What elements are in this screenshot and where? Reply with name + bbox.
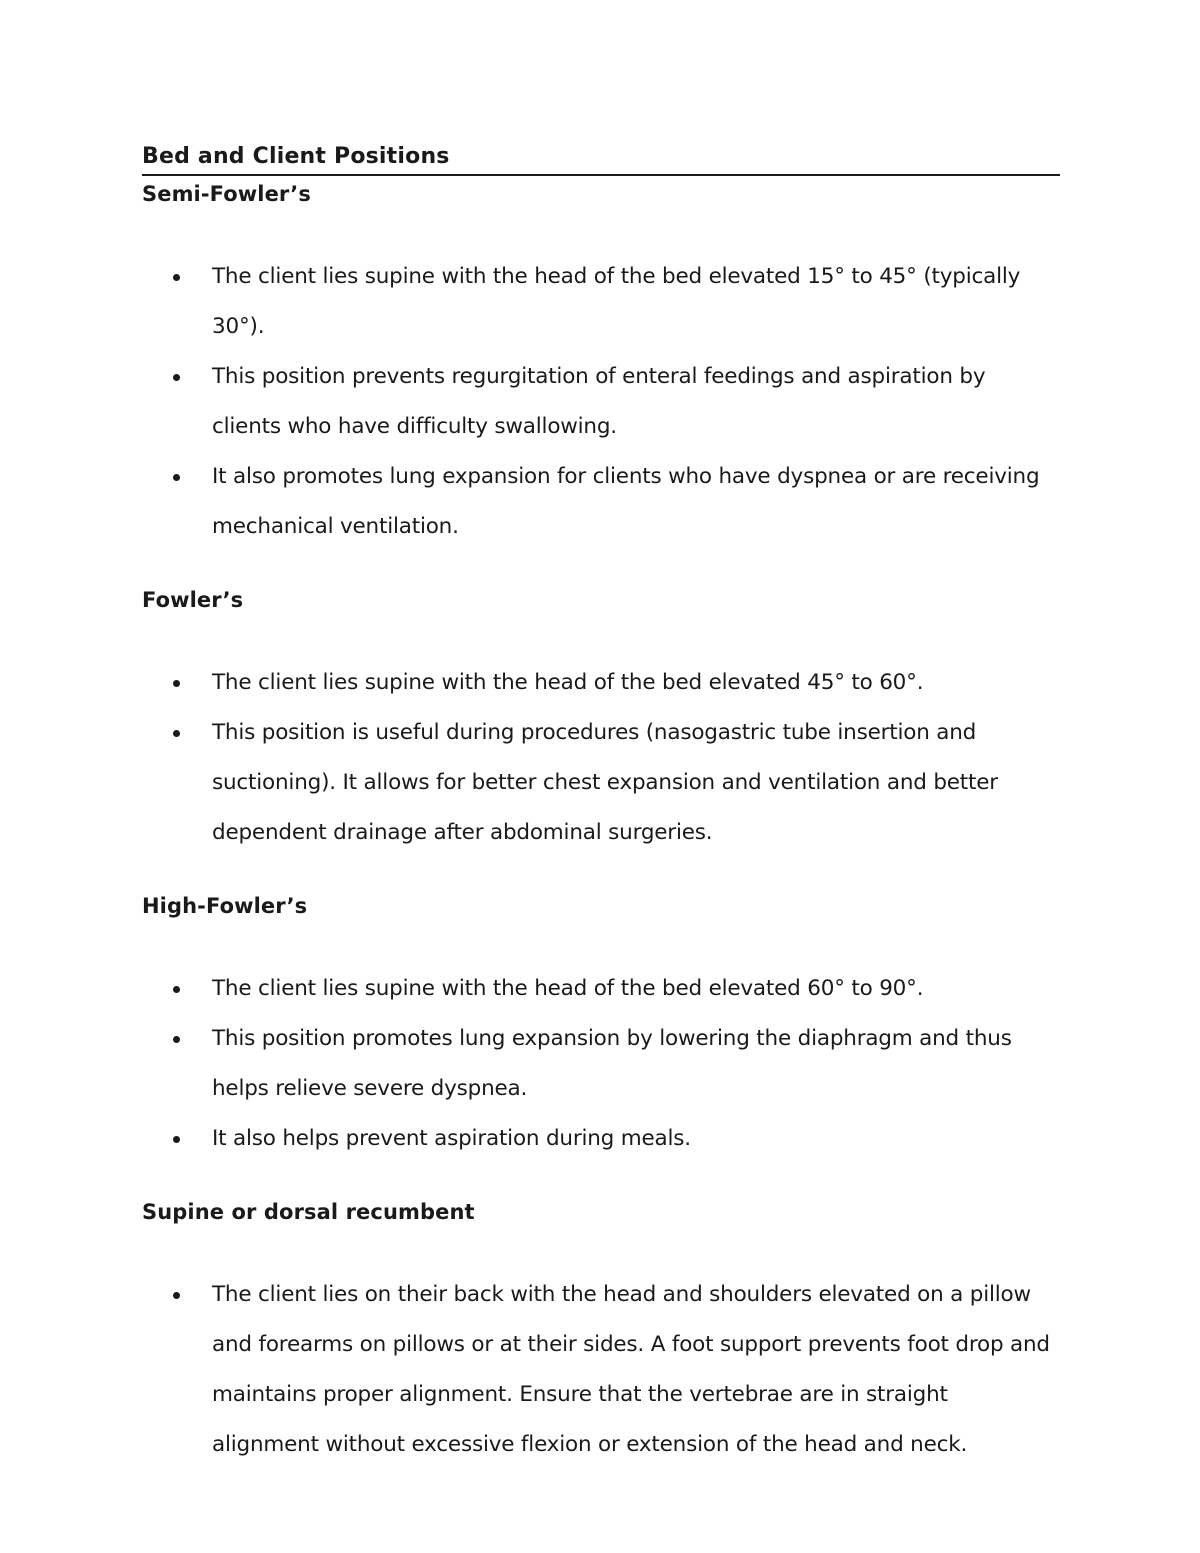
document-page	[142, 140, 1060, 1470]
list-item	[142, 708, 1060, 858]
list-item-text: The client lies supine with the head of the bed elevated 15° to 45° (typically 30°).	[212, 264, 1021, 339]
list-item-text: This position promotes lung expansion by lowering the diaphragm and thus helps relieve severe dyspnea.	[212, 1026, 1012, 1101]
section-heading-supine: Supine or dorsal recumbent	[142, 1200, 475, 1224]
list-item	[142, 452, 1060, 552]
list-item	[142, 658, 1060, 708]
list-item	[142, 1114, 1060, 1164]
list-item-text: It also promotes lung expansion for clients who have dyspnea or are receiving mechanical ventilation.	[212, 464, 1040, 539]
document-title: Bed and Client Positions	[142, 140, 1060, 176]
list-item	[142, 964, 1060, 1014]
bullet-icon	[173, 730, 180, 737]
section-heading-semi-fowlers: Semi-Fowler’s	[142, 182, 311, 206]
bullet-list-supine	[142, 1270, 1060, 1470]
list-item	[142, 252, 1060, 352]
list-item-text: It also helps prevent aspiration during meals.	[212, 1126, 691, 1151]
section-heading-fowlers: Fowler’s	[142, 588, 244, 612]
bullet-icon	[173, 1136, 180, 1143]
bullet-icon	[173, 680, 180, 687]
bullet-list-semi-fowlers	[142, 252, 1060, 552]
bullet-list-high-fowlers	[142, 964, 1060, 1164]
list-item-text: The client lies supine with the head of the bed elevated 45° to 60°.	[212, 670, 924, 695]
bullet-icon	[173, 474, 180, 481]
list-item-text: The client lies on their back with the head and shoulders elevated on a pillow and forearms on pillows or at their sides. A foot support prevents foot drop and maintains proper alignment. Ensure that the vertebrae are in straight alignment without excessive flexion or extension of the head and neck.	[212, 1282, 1050, 1457]
list-item-text: The client lies supine with the head of the bed elevated 60° to 90°.	[212, 976, 924, 1001]
list-item-text: This position prevents regurgitation of enteral feedings and aspiration by clients who have difficulty swallowing.	[212, 364, 986, 439]
list-item	[142, 352, 1060, 452]
list-item	[142, 1014, 1060, 1114]
bullet-icon	[173, 1036, 180, 1043]
bullet-icon	[173, 274, 180, 281]
bullet-icon	[173, 1292, 180, 1299]
section-heading-high-fowlers: High-Fowler’s	[142, 894, 308, 918]
bullet-list-fowlers	[142, 658, 1060, 858]
list-item	[142, 1270, 1060, 1470]
bullet-icon	[173, 986, 180, 993]
list-item-text: This position is useful during procedures (nasogastric tube insertion and suctioning). It allows for better chest expansion and ventilation and better dependent drainage after abdominal surgeries.	[212, 720, 998, 845]
bullet-icon	[173, 374, 180, 381]
